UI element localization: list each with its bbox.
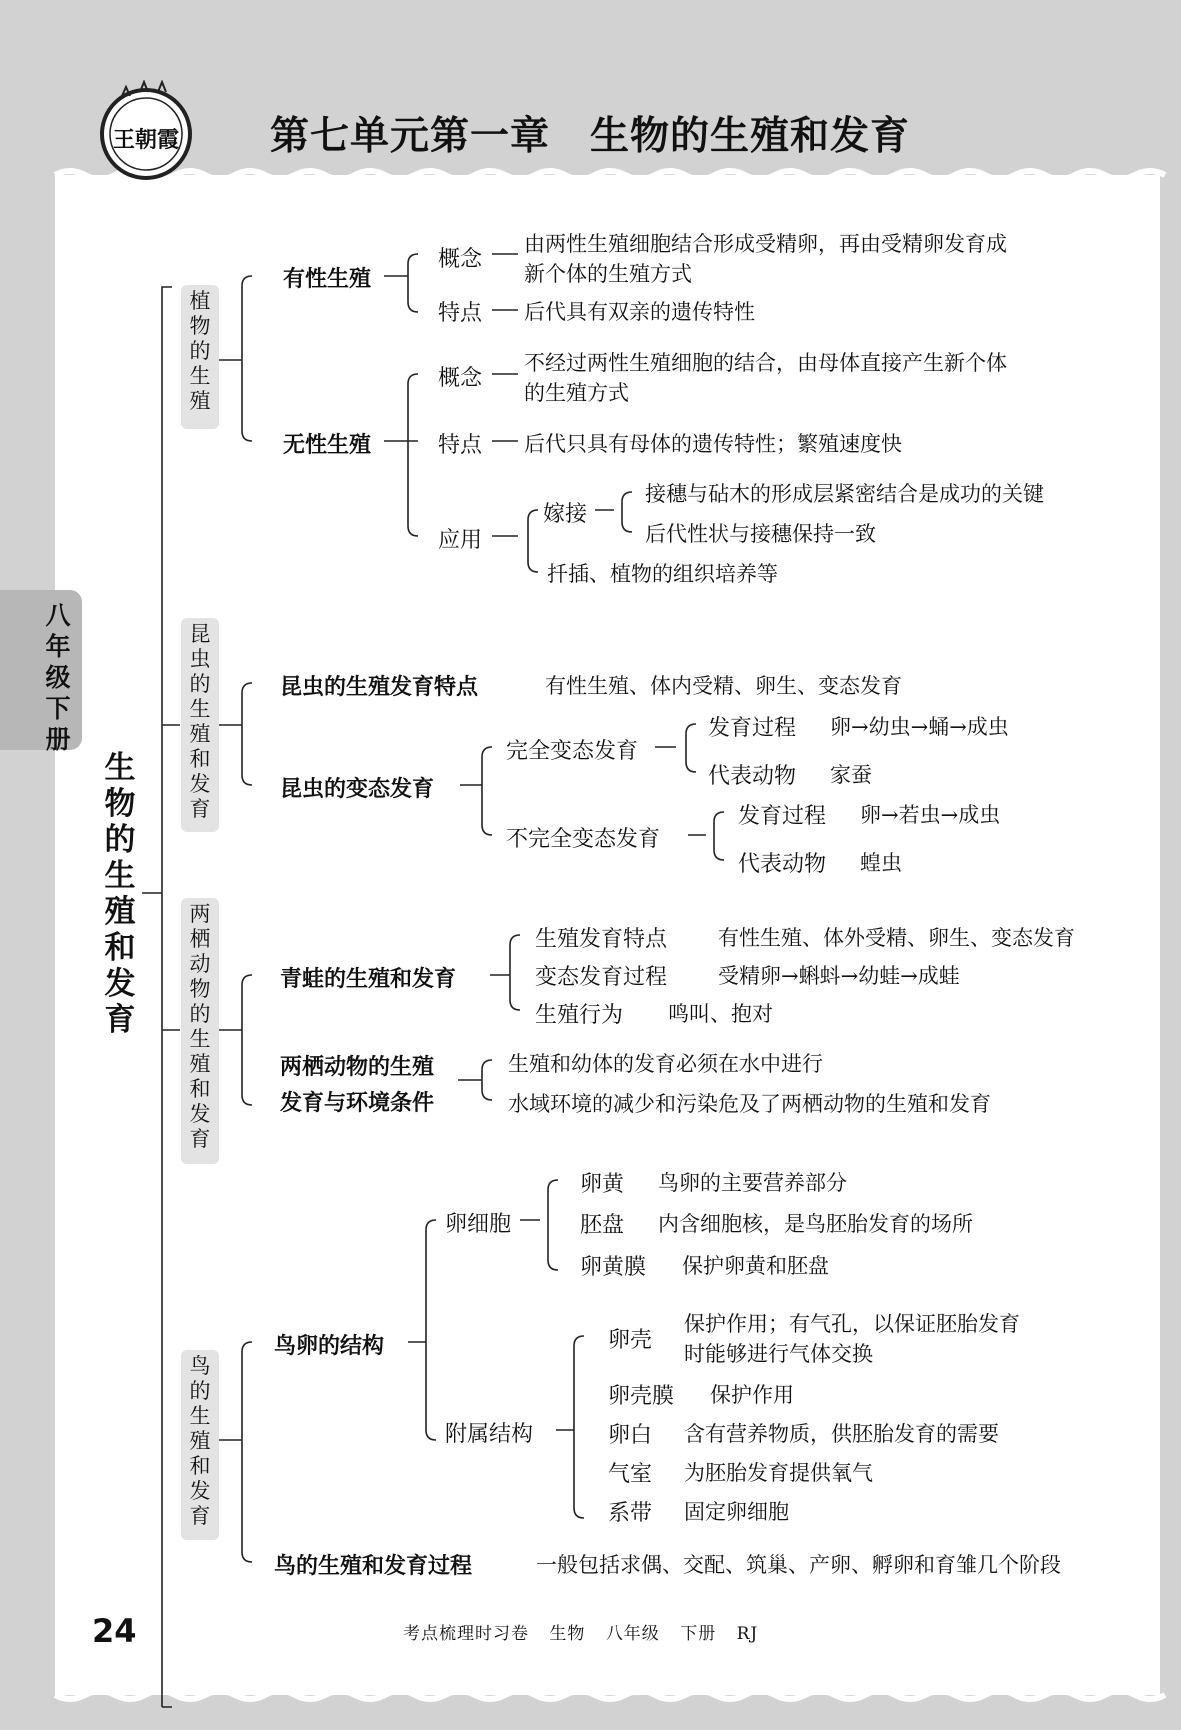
label-frog-behavior: 生殖行为 [535, 1003, 624, 1028]
text-environment-1: 生殖和幼体的发育必须在水中进行 [508, 1052, 823, 1076]
text-albumen: 含有营养物质，供胚胎发育的需要 [684, 1422, 999, 1446]
label-process: 发育过程 [708, 716, 797, 741]
text-yolk: 鸟卵的主要营养部分 [658, 1171, 847, 1195]
side-tab-label: 八年级下册 [45, 601, 71, 754]
text-shell-1: 保护作用；有气孔，以保证胚胎发育 [684, 1312, 1020, 1336]
text-bird-process: 一般包括求偶、交配、筑巢、产卵、孵卵和育雏几个阶段 [536, 1553, 1061, 1577]
footer-volume: 下册 [680, 1624, 717, 1644]
node-environment-2: 发育与环境条件 [280, 1091, 435, 1116]
label-representative: 代表动物 [708, 764, 797, 789]
text-grafting-2: 后代性状与接穗保持一致 [645, 522, 876, 546]
footer-subject: 生物 [549, 1624, 586, 1644]
label-grafting: 嫁接 [543, 502, 588, 527]
label-albumen: 卵白 [608, 1423, 653, 1448]
text-insect-features: 有性生殖、体内受精、卵生、变态发育 [545, 674, 902, 698]
node-egg-structure: 鸟卵的结构 [274, 1334, 385, 1359]
text-complete-process: 卵→幼虫→蛹→成虫 [830, 715, 1009, 739]
label-feature: 特点 [438, 433, 483, 458]
text-germinal-disc: 内含细胞核，是鸟胚胎发育的场所 [658, 1212, 973, 1236]
footer-grade: 八年级 [605, 1624, 660, 1644]
text-sexual-concept-1: 由两性生殖细胞结合形成受精卵，再由受精卵发育成 [524, 232, 1007, 256]
text-complete-rep: 家蚕 [830, 763, 872, 787]
node-insect-metamorphosis: 昆虫的变态发育 [280, 777, 435, 802]
label-concept: 概念 [438, 366, 483, 391]
label-feature: 特点 [438, 301, 483, 326]
label-yolk-membrane: 卵黄膜 [580, 1255, 647, 1280]
text-frog-metamorphosis: 受精卵→蝌蚪→幼蛙→成蛙 [718, 964, 960, 988]
label-shell-membrane: 卵壳膜 [608, 1384, 675, 1409]
node-bird-process: 鸟的生殖和发育过程 [274, 1554, 473, 1579]
text-sexual-concept-2: 新个体的生殖方式 [524, 262, 692, 286]
label-process: 发育过程 [738, 804, 827, 829]
text-incomplete-rep: 蝗虫 [860, 851, 902, 875]
label-frog-feature: 生殖发育特点 [535, 927, 668, 952]
text-chalaza: 固定卵细胞 [684, 1500, 789, 1524]
label-concept: 概念 [438, 247, 483, 272]
text-frog-feature: 有性生殖、体外受精、卵生、变态发育 [718, 926, 1075, 950]
footer [403, 1619, 772, 1644]
text-environment-2: 水域环境的减少和污染危及了两栖动物的生殖和发育 [508, 1092, 991, 1116]
text-grafting-1: 接穗与砧木的形成层紧密结合是成功的关键 [645, 482, 1044, 506]
text-cutting-tissue-culture: 扦插、植物的组织培养等 [547, 562, 778, 586]
text-frog-behavior: 鸣叫、抱对 [668, 1002, 773, 1026]
node-asexual-reproduction: 无性生殖 [283, 433, 372, 458]
text-shell-membrane: 保护作用 [710, 1383, 794, 1407]
node-complete-metamorphosis: 完全变态发育 [506, 739, 639, 764]
node-frog: 青蛙的生殖和发育 [280, 967, 457, 992]
section-plant: 植物的生殖 [181, 285, 219, 429]
label-germinal-disc: 胚盘 [580, 1213, 625, 1238]
text-shell-2: 时能够进行气体交换 [684, 1342, 873, 1366]
footer-edition: RJ [736, 1624, 759, 1644]
text-yolk-membrane: 保护卵黄和胚盘 [682, 1254, 829, 1278]
text-asexual-concept-1: 不经过两性生殖细胞的结合，由母体直接产生新个体 [524, 351, 1007, 375]
text-asexual-feature: 后代只具有母体的遗传特性；繁殖速度快 [524, 432, 902, 456]
logo-text: 王朝霞 [112, 127, 179, 153]
section-insect: 昆虫的生殖和发育 [181, 618, 219, 832]
text-sexual-feature: 后代具有双亲的遗传特性 [524, 300, 755, 324]
label-air-cell: 气室 [608, 1462, 653, 1487]
node-accessory-structures: 附属结构 [445, 1422, 534, 1447]
page-title: 第七单元第一章 生物的生殖和发育 [270, 114, 911, 159]
root-topic: 生物的生殖和发育 [104, 750, 136, 1038]
label-chalaza: 系带 [608, 1501, 653, 1526]
page-number: 24 [92, 1612, 137, 1650]
label-application: 应用 [438, 528, 483, 553]
node-incomplete-metamorphosis: 不完全变态发育 [506, 827, 661, 852]
label-frog-metamorphosis: 变态发育过程 [535, 965, 668, 990]
node-egg-cell: 卵细胞 [445, 1212, 512, 1237]
node-sexual-reproduction: 有性生殖 [283, 267, 372, 292]
node-insect-features: 昆虫的生殖发育特点 [280, 675, 479, 700]
section-amphibian: 两栖动物的生殖和发育 [181, 898, 219, 1164]
text-air-cell: 为胚胎发育提供氧气 [684, 1461, 873, 1485]
label-shell: 卵壳 [608, 1328, 653, 1353]
text-incomplete-process: 卵→若虫→成虫 [860, 803, 1001, 827]
node-environment-1: 两栖动物的生殖 [280, 1055, 435, 1080]
footer-book: 考点梳理时习卷 [403, 1624, 529, 1644]
section-bird: 鸟的生殖和发育 [181, 1350, 219, 1540]
label-representative: 代表动物 [738, 852, 827, 877]
text-asexual-concept-2: 的生殖方式 [524, 381, 629, 405]
label-yolk: 卵黄 [580, 1172, 625, 1197]
